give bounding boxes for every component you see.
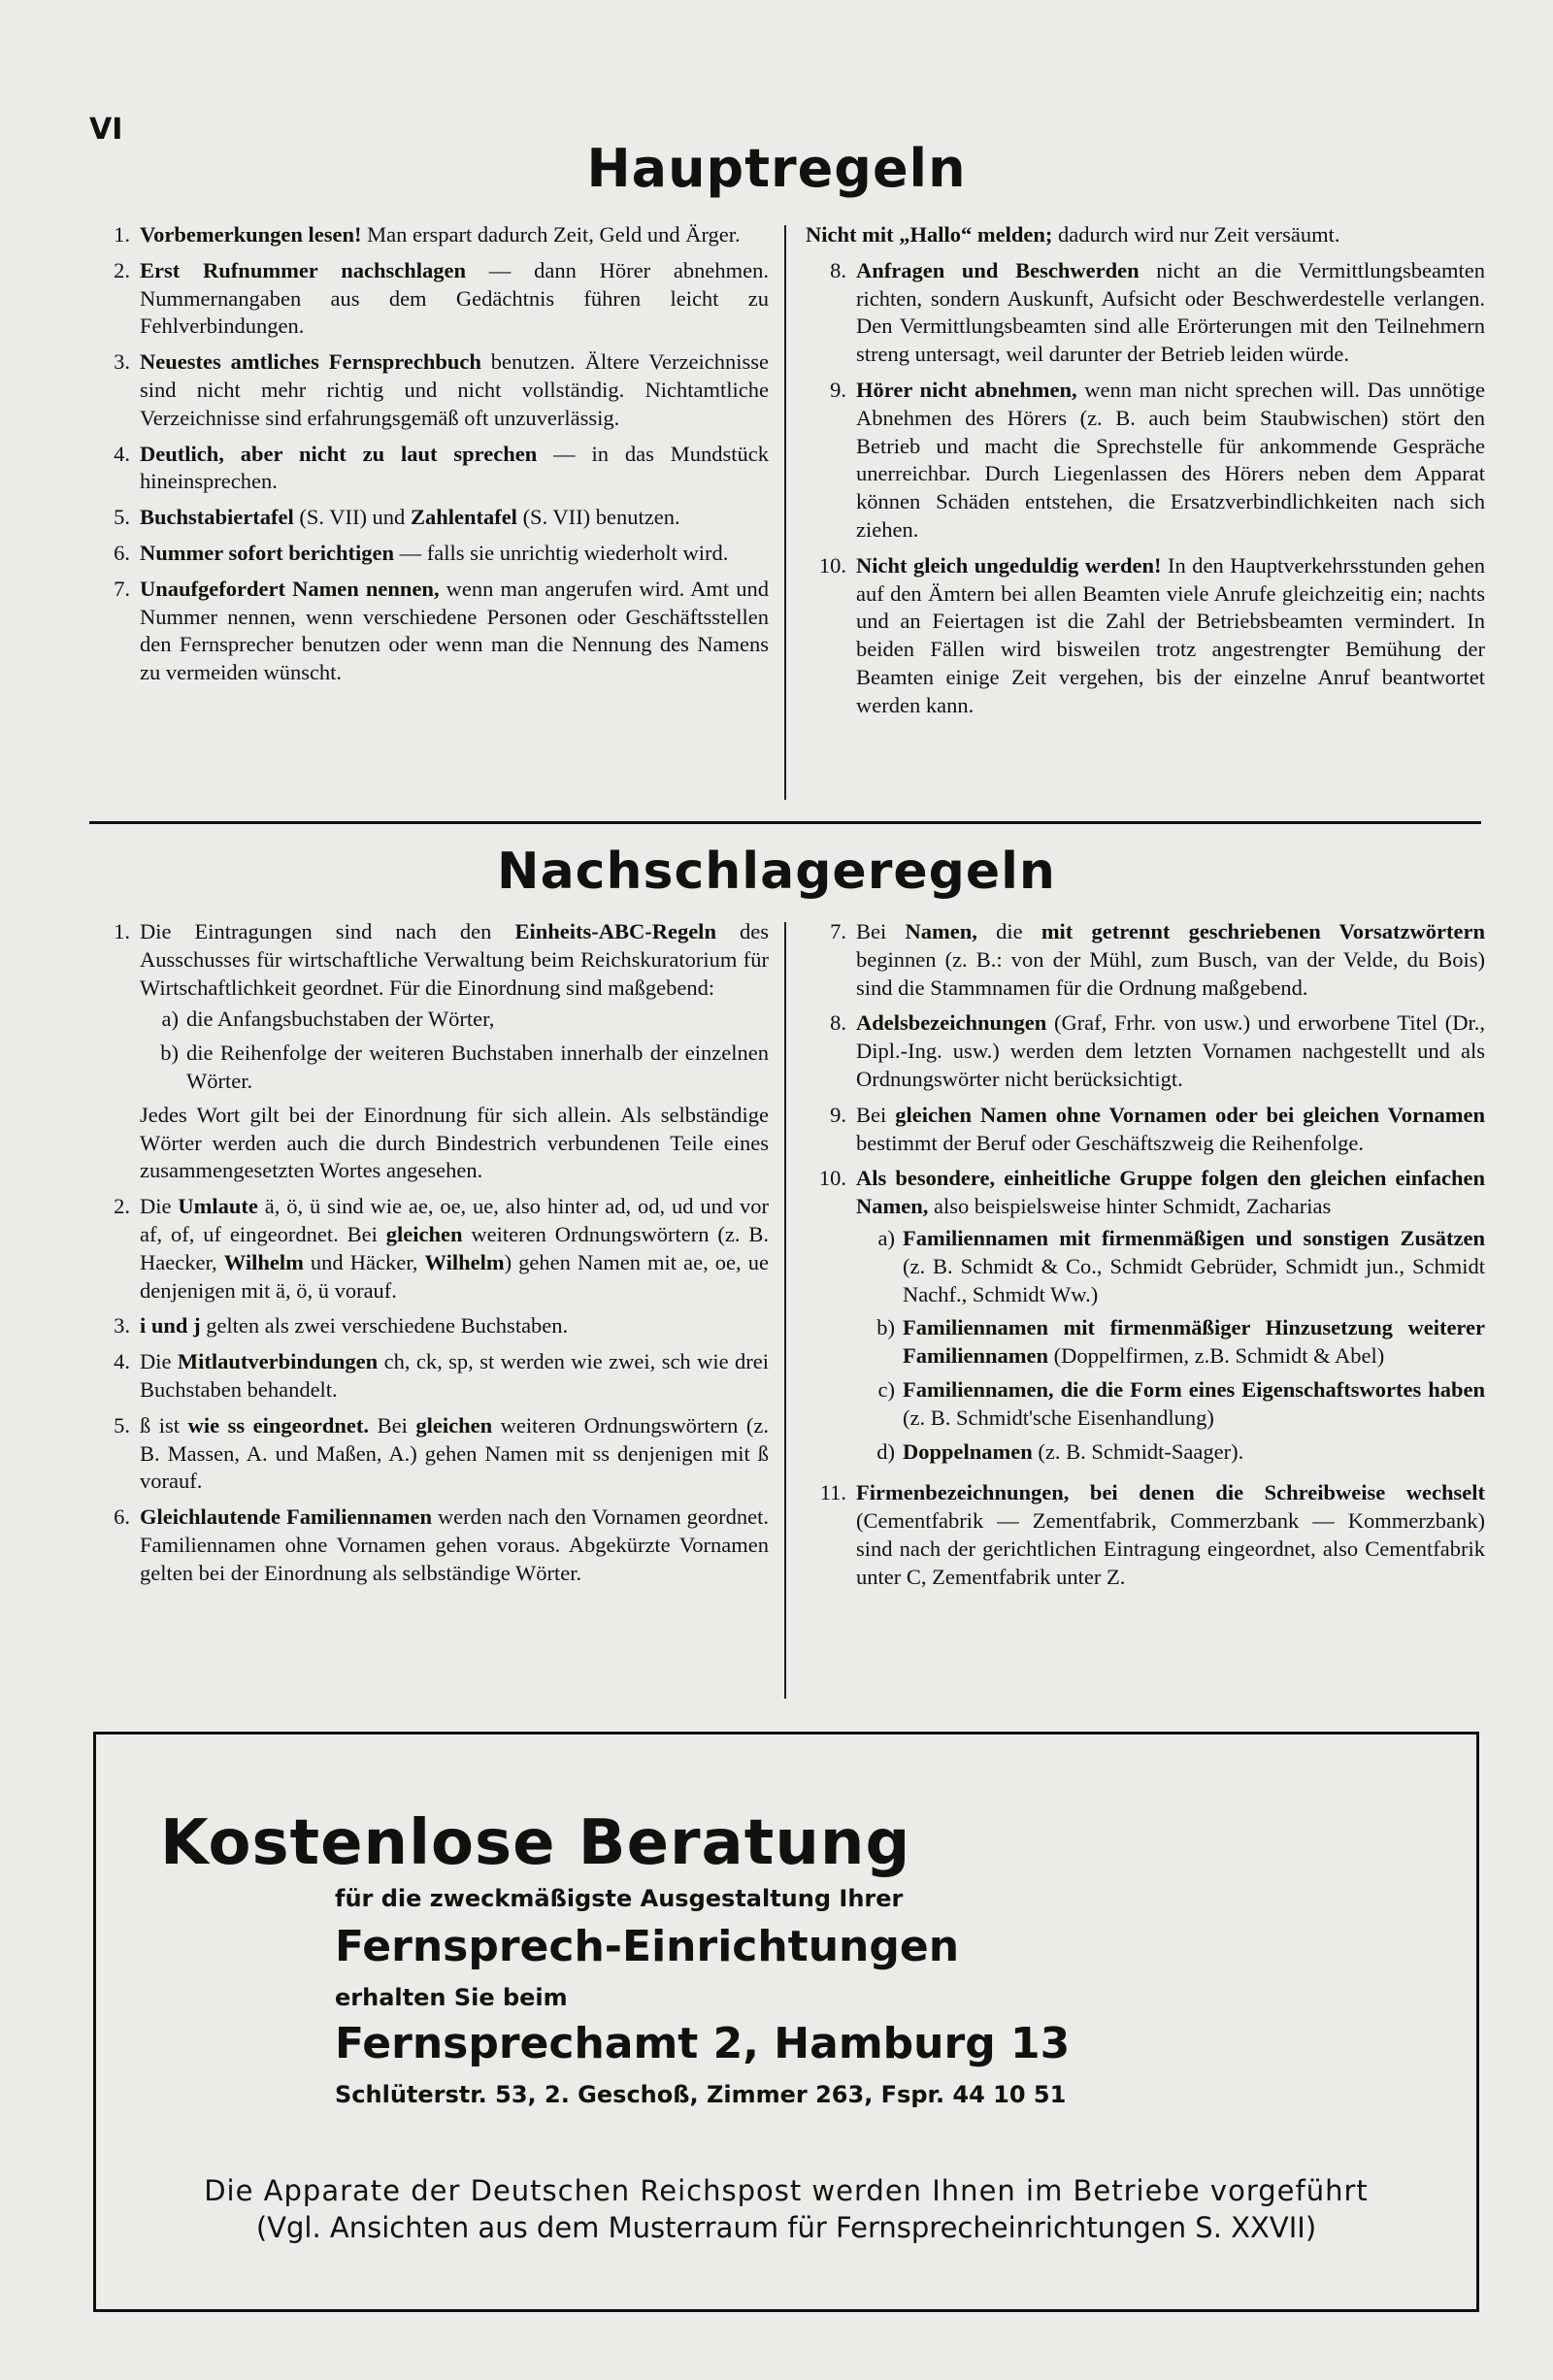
list-item bbox=[806, 1479, 1485, 1591]
item-number: 9. bbox=[830, 377, 846, 402]
list-item bbox=[806, 377, 1485, 545]
item-number: 4. bbox=[114, 441, 130, 466]
advert-line: erhalten Sie beim bbox=[335, 1984, 568, 2011]
item-number: 5. bbox=[114, 1412, 130, 1438]
sub-item: a) die Anfangsbuchstaben der Wörter, bbox=[161, 1007, 495, 1032]
item-number: 2. bbox=[114, 257, 130, 282]
list-item bbox=[806, 552, 1485, 720]
item-number: 6. bbox=[114, 540, 130, 565]
sub-item: b) die Reihenfolge der weiteren Buchstaben innerhalb der einzelnen Wörter. bbox=[160, 1041, 769, 1093]
advert-headline: Kostenlose Beratung bbox=[160, 1807, 911, 1879]
sub-item: d) Doppelnamen (z. B. Schmidt-Saager). bbox=[876, 1438, 1244, 1464]
item-number: 9. bbox=[830, 1102, 846, 1127]
list-item bbox=[806, 1009, 1485, 1093]
list-item bbox=[89, 348, 769, 432]
list-item bbox=[89, 257, 769, 341]
item-number: 3. bbox=[114, 1313, 130, 1339]
sub-item: a) Familiennamen mit firmenmäßigen und sonstigen Zusätzen (z. B. Schmidt & Co., Schmidt Gebrüder, Schmidt jun., Schmidt Nachf., Schmidt Ww.) bbox=[877, 1225, 1485, 1306]
item-number: 1. bbox=[114, 919, 130, 943]
item-text: Die Umlaute ä, ö, ü sind wie ae, oe, ue, also hinter ad, od, ud und vor af, of, uf eingeordnet. Bei gleichen weiteren Ordnungswörtern (z. B. Haecker, Wilhelm und Häcker, Wilhelm) gehen Namen mit ae, oe, ue denjenigen mit ä, ö, ü vorauf. bbox=[140, 1194, 769, 1303]
item-text: Hörer nicht abnehmen, wenn man nicht sprechen will. Das unnötige Abnehmen des Hörers (z. B. auch beim Staubwischen) stört den Betrieb und macht die Sprechstelle für ankommende Gespräche unerreichbar. Durch Liegenlassen des Hörers neben dem Apparat können Schäden entstehen, die Ersatzverbindlichkeiten nach sich ziehen. bbox=[856, 377, 1485, 542]
item-text: Firmenbezeichnungen, bei denen die Schreibweise wechselt (Cementfabrik — Zementfabrik, Commerzbank — Kommerzbank) sind nach der gerichtlichen Eintragung eingeordnet, also Cementfabrik unter C, Zementfabrik unter Z. bbox=[856, 1480, 1485, 1589]
item-text: Vorbemerkungen lesen! Man erspart dadurch Zeit, Geld und Ärger. bbox=[140, 222, 741, 247]
list-item bbox=[89, 918, 769, 1185]
sub-item: c) Familiennamen, die die Form eines Eigenschaftswortes haben (z. B. Schmidt'sche Eisenhandlung) bbox=[877, 1376, 1485, 1430]
advert-footer-note: (Vgl. Ansichten aus dem Musterraum für Fernsprecheinrichtungen S. XXVII) bbox=[255, 2211, 1317, 2244]
item-number: 10. bbox=[818, 1166, 846, 1191]
item-text: Als besondere, einheitliche Gruppe folgen den gleichen einfachen Namen, also beispielsweise hinter Schmidt, Zacharias a) Familiennamen mit firmenmäßigen und sonstigen Zusätzen (z. B. Schmidt & Co., Schmidt Gebrüder, Schmidt jun., Schmidt Nachf., Schmidt Ww.) b) Familiennamen mit firmenmäßiger Hinzusetzung weiterer Familiennamen (Doppelfirmen, z.B. Schmidt & Abel) c) Familiennamen, die die Form eines Eigenschaftswortes haben (z. B. Schmidt'sche Eisenhandlung) d) Doppelnamen (z. B. Schmidt-Saager). bbox=[856, 1165, 1485, 1471]
page-number: VI bbox=[89, 113, 123, 147]
list-item bbox=[89, 540, 769, 568]
list-item bbox=[89, 441, 769, 497]
item-text: Gleichlautende Familiennamen werden nach den Vornamen geordnet. Familiennamen ohne Vornamen gehen voraus. Abgekürzte Vornamen gelten bei der Einordnung als selbständige Wörter. bbox=[140, 1504, 769, 1585]
item-number: 7. bbox=[114, 576, 130, 601]
item-number: 11. bbox=[819, 1480, 846, 1505]
item-text: Adelsbezeichnungen (Graf, Frhr. von usw.) und erworbene Titel (Dr., Dipl.-Ing. usw.) werden dem letzten Vornamen nachgestellt und als Ordnungswörter nicht berücksichtigt. bbox=[856, 1010, 1485, 1091]
item-number: 3. bbox=[114, 349, 130, 375]
nachschlageregeln-right-column bbox=[806, 918, 1485, 1600]
list-item bbox=[806, 257, 1485, 369]
section-divider bbox=[89, 821, 1481, 824]
item-text: i und j gelten als zwei verschiedene Buchstaben. bbox=[140, 1313, 569, 1339]
item-text: Nummer sofort berichtigen — falls sie unrichtig wiederholt wird. bbox=[140, 540, 729, 565]
item-number: 5. bbox=[114, 505, 130, 530]
advert-office-name: Fernsprechamt 2, Hamburg 13 bbox=[335, 2019, 1071, 2068]
item-text: Nicht gleich ungeduldig werden! In den Hauptverkehrsstunden gehen auf den Ämtern bei allen Beamten viele Anrufe gleichzeitig ein; nachts und an Feiertagen ist die Zahl der Betriebsbeamten vermindert. In beiden Fällen wird bisweilen trotz angestrengter Bemühung der Beamten einige Zeit vergehen, bis der einzelne Anruf beantwortet werden kann. bbox=[856, 552, 1485, 717]
item-text: Neuestes amtliches Fernsprechbuch benutzen. Ältere Verzeichnisse sind nicht mehr richtig und nicht vollständig. Nichtamtliche Verzeichnisse sind erfahrungsgemäß oft unzuverlässig. bbox=[140, 349, 769, 430]
paragraph: Jedes Wort gilt bei der Einordnung für sich allein. Als selbständige Wörter werden auch die durch Bindestrich verbundenen Teile eines zusammengesetzten Wortes angesehen. bbox=[140, 1102, 769, 1183]
list-item bbox=[89, 1504, 769, 1587]
sub-item: b) Familiennamen mit firmenmäßiger Hinzusetzung weiterer Familiennamen (Doppelfirmen, z.B. Schmidt & Abel) bbox=[876, 1315, 1485, 1369]
item-text: Deutlich, aber nicht zu laut sprechen — in das Mundstück hineinsprechen. bbox=[140, 441, 769, 494]
nachschlageregeln-left-column bbox=[89, 918, 769, 1596]
item-number: 8. bbox=[830, 257, 846, 282]
item-number: 4. bbox=[114, 1349, 130, 1374]
advert-footer: Die Apparate der Deutschen Reichspost werden Ihnen im Betriebe vorgeführt bbox=[204, 2174, 1369, 2207]
column-divider bbox=[784, 922, 786, 1699]
list-item bbox=[89, 221, 769, 249]
list-item bbox=[89, 1193, 769, 1305]
item-text: Die Mitlautverbindungen ch, ck, sp, st werden wie zwei, sch wie drei Buchstaben behandelt. bbox=[140, 1349, 769, 1402]
item-text: Erst Rufnummer nachschlagen — dann Hörer abnehmen. Nummernangaben aus dem Gedächtnis führen leicht zu Fehlverbindungen. bbox=[140, 257, 769, 339]
list-item bbox=[806, 1165, 1485, 1471]
item-text: Die Eintragungen sind nach den Einheits-ABC-Regeln des Ausschusses für wirtschaftliche Verwaltung beim Reichskuratorium für Wirtschaftlichkeit geordnet. Für die Einordnung sind maßgebend: a) die Anfangsbuchstaben der Wörter, b) die Reihenfolge der weiteren Buchstaben innerhalb der einzelnen Wörter. Jedes Wort gilt bei der Einordnung für sich allein. Als selbständige Wörter werden auch die durch Bindestrich verbundenen Teile eines zusammengesetzten Wortes angesehen. bbox=[140, 918, 769, 1185]
item-number: 8. bbox=[830, 1010, 846, 1036]
item-text: ß ist wie ss eingeordnet. Bei gleichen weiteren Ordnungswörtern (z. B. Massen, A. und Maßen, A.) gehen Namen mit ss denjenigen mit ß vorauf. bbox=[140, 1412, 770, 1494]
item-number: 6. bbox=[114, 1504, 130, 1530]
list-item bbox=[89, 504, 769, 532]
item-text: Bei gleichen Namen ohne Vornamen oder bei gleichen Vornamen bestimmt der Beruf oder Geschäftszweig die Reihenfolge. bbox=[856, 1102, 1485, 1155]
hauptregeln-right-column bbox=[806, 221, 1485, 728]
column-divider bbox=[784, 225, 786, 800]
list-item bbox=[806, 918, 1485, 1002]
item-text: Anfragen und Beschwerden nicht an die Vermittlungsbeamten richten, sondern Auskunft, Aufsicht oder Beschwerdestelle verlangen. Den Vermittlungsbeamten sind alle Erörterungen mit den Teilnehmern streng untersagt, weil darunter der Betrieb leiden würde. bbox=[856, 257, 1485, 367]
item-text: Buchstabiertafel (S. VII) und Zahlentafel (S. VII) benutzen. bbox=[140, 505, 680, 530]
item-number: 1. bbox=[114, 222, 130, 247]
advert-line: für die zweckmäßigste Ausgestaltung Ihrer bbox=[335, 1885, 904, 1912]
list-item bbox=[89, 1312, 769, 1340]
hauptregeln-title: Hauptregeln bbox=[586, 138, 967, 199]
item-number: 7. bbox=[830, 919, 846, 943]
item-text: Bei Namen, die mit getrennt geschriebenen Vorsatzwörtern beginnen (z. B.: von der Mühl, zum Busch, van der Velde, du Bois) sind die Stammnamen für die Ordnung maßgebend. bbox=[856, 919, 1485, 1000]
item-text: Nicht mit „Hallo“ melden; dadurch wird nur Zeit versäumt. bbox=[806, 222, 1340, 247]
hauptregeln-left-column bbox=[89, 221, 769, 695]
list-item bbox=[89, 576, 769, 687]
item-number: 2. bbox=[114, 1194, 130, 1219]
item-text: Unaufgefordert Namen nennen, wenn man angerufen wird. Amt und Nummer nennen, wenn verschiedene Personen oder Geschäftsstellen den Fernsprecher benutzen oder wenn man die Nennung des Namens zu vermeiden wünscht. bbox=[140, 576, 770, 685]
nachschlageregeln-title: Nachschlageregeln bbox=[497, 843, 1056, 901]
item-number: 10. bbox=[818, 552, 846, 578]
advert-subheadline: Fernsprech-Einrichtungen bbox=[335, 1922, 960, 1971]
list-item bbox=[89, 1348, 769, 1405]
list-item bbox=[806, 1102, 1485, 1158]
list-item-continuation bbox=[806, 221, 1485, 249]
list-item bbox=[89, 1412, 769, 1496]
advert-address: Schlüterstr. 53, 2. Geschoß, Zimmer 263, Fspr. 44 10 51 bbox=[335, 2081, 1067, 2108]
